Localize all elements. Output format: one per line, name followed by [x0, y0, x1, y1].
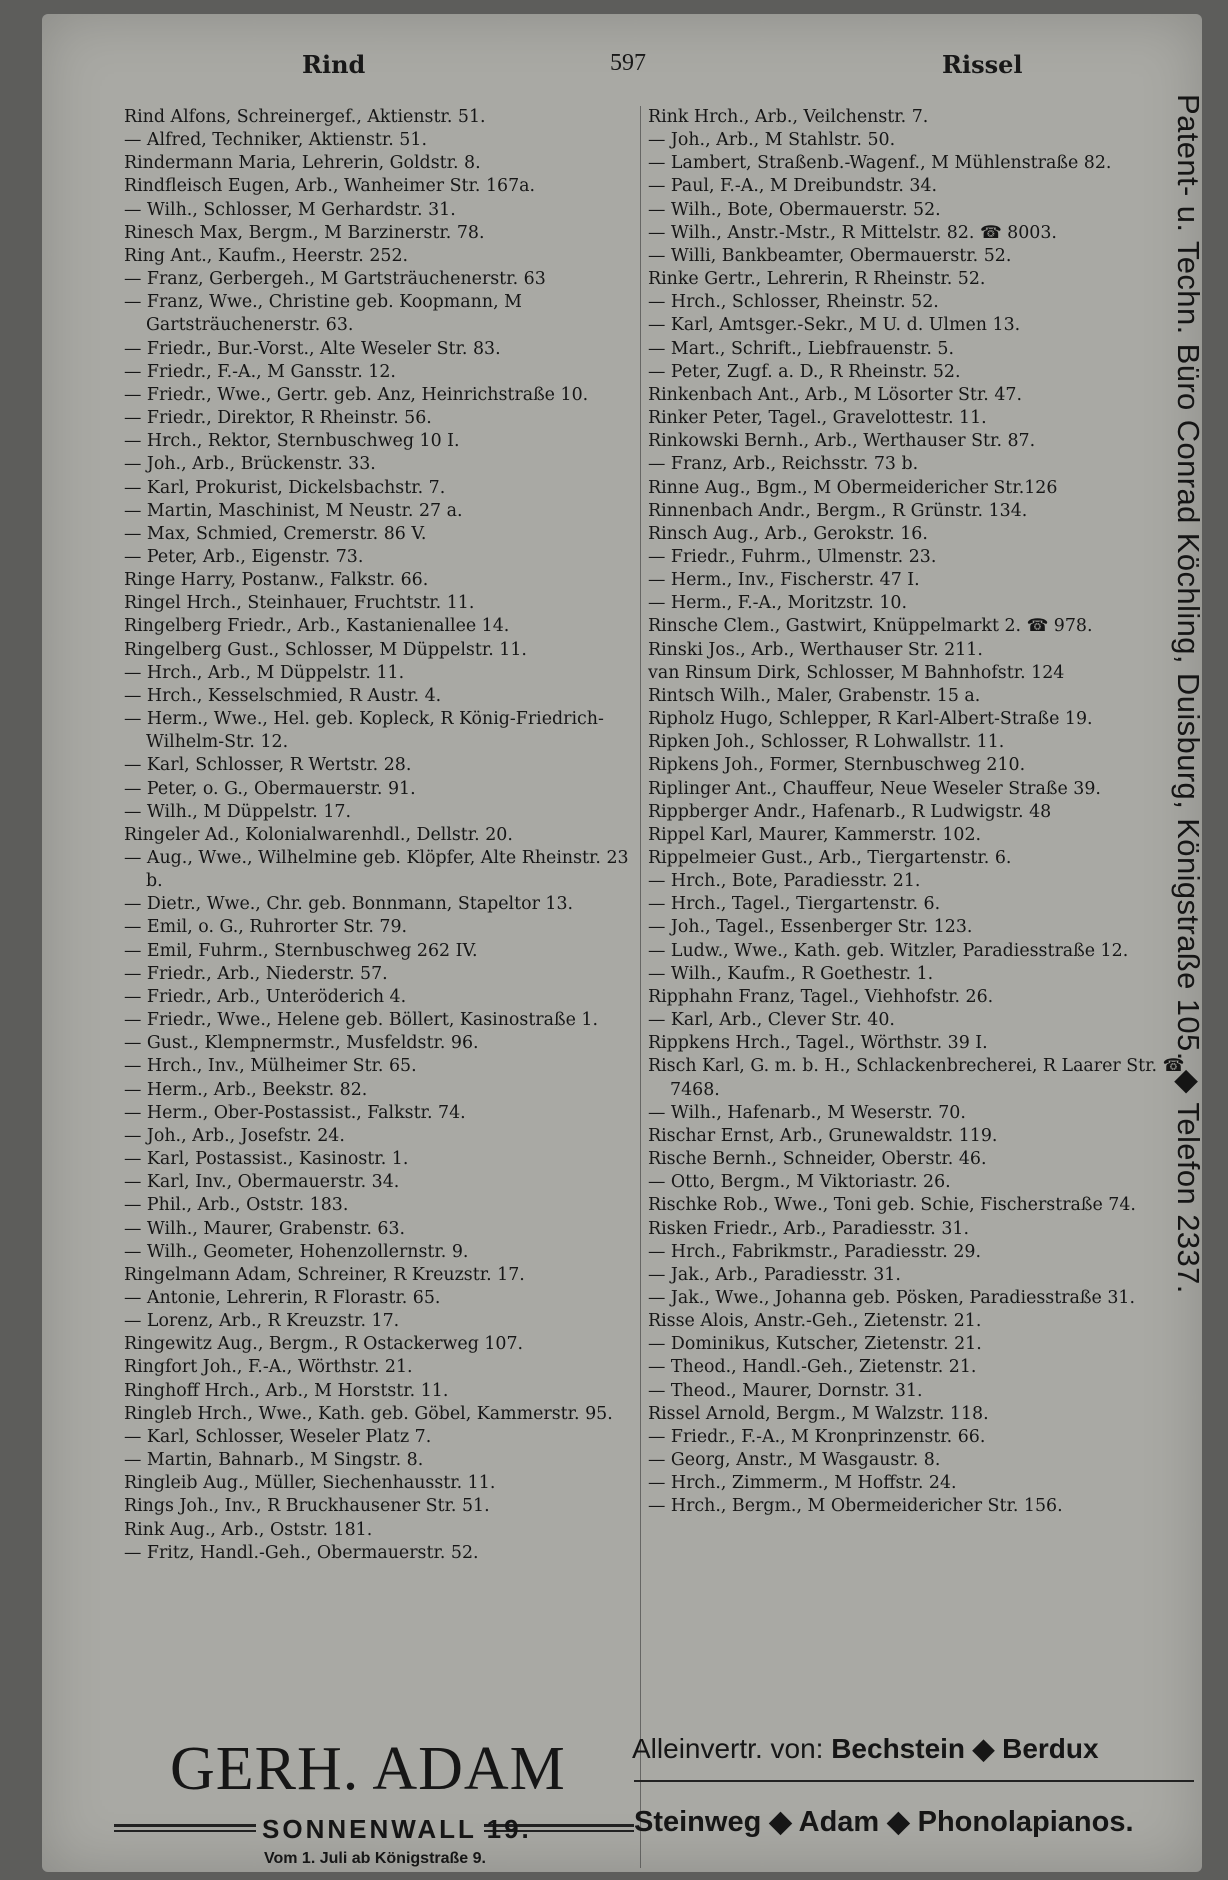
directory-entry: Rinnenbach Andr., Bergm., R Grünstr. 134.: [648, 500, 1028, 521]
page-number: 597: [610, 50, 646, 76]
directory-entry: — Wilh., M Düppelstr. 17.: [124, 801, 352, 822]
page-header: [42, 50, 1202, 90]
directory-entry: Risken Friedr., Arb., Paradiesstr. 31.: [648, 1218, 969, 1239]
directory-entry: — Gust., Klempnermstr., Musfeldstr. 96.: [124, 1033, 479, 1054]
directory-entry: Ripkens Joh., Former, Sternbuschweg 210.: [648, 755, 1026, 776]
directory-entry: — Friedr., Bur.-Vorst., Alte Weseler Str. 83.: [124, 338, 501, 359]
ad-rule: [114, 1830, 256, 1832]
ad-street: SONNENWALL 19.: [262, 1814, 532, 1844]
directory-entry: Rinke Gertr., Lehrerin, R Rheinstr. 52.: [648, 269, 986, 290]
directory-entry: — Hrch., Zimmerm., M Hoffstr. 24.: [648, 1473, 957, 1494]
directory-entry: — Wilh., Schlosser, M Gerhardstr. 31.: [124, 199, 456, 220]
directory-entry: Ring Ant., Kaufm., Heerstr. 252.: [124, 245, 409, 266]
directory-entry: — Wilh., Anstr.-Mstr., R Mittelstr. 82. ☎ 8003.: [648, 222, 1057, 243]
directory-entry: — Friedr., Wwe., Gertr. geb. Anz, Heinrichstraße 10.: [124, 384, 589, 405]
directory-entry: — Wilh., Bote, Obermauerstr. 52.: [648, 199, 941, 220]
ad-agency-prefix: Alleinvertr. von:: [632, 1733, 824, 1764]
directory-entry: — Joh., Arb., M Stahlstr. 50.: [648, 130, 896, 151]
directory-entry: — Aug., Wwe., Wilhelmine geb. Klöpfer, Alte Rheinstr. 23 b.: [124, 848, 629, 892]
directory-entry: — Jak., Arb., Paradiesstr. 31.: [648, 1264, 901, 1285]
directory-entry: Ringel Hrch., Steinhauer, Fruchtstr. 11.: [124, 593, 475, 614]
directory-entry: Ringelmann Adam, Schreiner, R Kreuzstr. 17.: [124, 1264, 525, 1285]
directory-entry: — Karl, Schlosser, Weseler Platz 7.: [124, 1426, 432, 1447]
directory-entry: Ripphahn Franz, Tagel., Viehhofstr. 26.: [648, 986, 994, 1007]
directory-entry: Rinker Peter, Tagel., Gravelottestr. 11.: [648, 408, 987, 429]
directory-entry: — Friedr., Arb., Unteröderich 4.: [124, 986, 407, 1007]
directory-entry: — Dietr., Wwe., Chr. geb. Bonnmann, Stapeltor 13.: [124, 894, 574, 915]
directory-entry: — Karl, Schlosser, R Wertstr. 28.: [124, 755, 412, 776]
right-column: [648, 106, 1194, 1519]
directory-entry: — Herm., Arb., Beekstr. 82.: [124, 1079, 368, 1100]
directory-entry: — Antonie, Lehrerin, R Florastr. 65.: [124, 1287, 441, 1308]
directory-entry: — Jak., Wwe., Johanna geb. Pösken, Paradiesstraße 31.: [648, 1287, 1135, 1308]
directory-entry: — Herm., F.-A., Moritzstr. 10.: [648, 593, 907, 614]
directory-entry: — Hrch., Fabrikmstr., Paradiesstr. 29.: [648, 1241, 982, 1262]
directory-entry: Rink Hrch., Arb., Veilchenstr. 7.: [648, 107, 929, 127]
directory-entry: Ringe Harry, Postanw., Falkstr. 66.: [124, 570, 429, 591]
directory-entry: — Friedr., F.-A., M Kronprinzenstr. 66.: [648, 1426, 986, 1447]
left-column: [124, 106, 644, 1565]
directory-entry: — Wilh., Geometer, Hohenzollernstr. 9.: [124, 1241, 469, 1262]
directory-entry: Ringelberg Gust., Schlosser, M Düppelstr. 11.: [124, 639, 527, 660]
directory-entry: — Wilh., Kaufm., R Goethestr. 1.: [648, 963, 934, 984]
directory-entry: — Karl, Arb., Clever Str. 40.: [648, 1010, 895, 1031]
directory-entry: — Friedr., F.-A., M Gansstr. 12.: [124, 361, 396, 382]
directory-entry: — Peter, o. G., Obermauerstr. 91.: [124, 778, 416, 799]
directory-entry: Ringewitz Aug., Bergm., R Ostackerweg 107.: [124, 1334, 524, 1355]
directory-entry: — Theod., Maurer, Dornstr. 31.: [648, 1380, 923, 1401]
header-left-keyword: Rind: [302, 50, 366, 79]
directory-entry: Risse Alois, Anstr.-Geh., Zietenstr. 21.: [648, 1311, 982, 1332]
ad-rule: [114, 1824, 256, 1827]
directory-entry: — Alfred, Techniker, Aktienstr. 51.: [124, 130, 427, 151]
column-divider: [640, 106, 641, 1868]
directory-entry: Rischke Rob., Wwe., Toni geb. Schie, Fischerstraße 74.: [648, 1195, 1136, 1216]
directory-entry: Rinsche Clem., Gastwirt, Knüppelmarkt 2. ☎ 978.: [648, 616, 1093, 637]
directory-entry: Rippkens Hrch., Tagel., Wörthstr. 39 I.: [648, 1033, 988, 1054]
directory-entry: — Hrch., Kesselschmied, R Austr. 4.: [124, 685, 442, 706]
directory-entry: — Karl, Amtsger.-Sekr., M U. d. Ulmen 13.: [648, 315, 1021, 336]
directory-entry: — Georg, Anstr., M Wasgaustr. 8.: [648, 1450, 941, 1471]
directory-entry: Rindfleisch Eugen, Arb., Wanheimer Str. 167a.: [124, 176, 536, 197]
directory-entry: — Franz, Arb., Reichsstr. 73 b.: [648, 454, 919, 475]
directory-page: [42, 14, 1206, 1872]
directory-entry: — Hrch., Rektor, Sternbuschweg 10 I.: [124, 431, 460, 452]
directory-entry: — Emil, Fuhrm., Sternbuschweg 262 IV.: [124, 940, 478, 961]
directory-entry: Rinne Aug., Bgm., M Obermeidericher Str.126: [648, 477, 1058, 498]
directory-entry: — Hrch., Inv., Mülheimer Str. 65.: [124, 1056, 417, 1077]
directory-entry: — Willi, Bankbeamter, Obermauerstr. 52.: [648, 245, 1012, 266]
directory-entry: — Franz, Gerbergeh., M Gartsträuchenerstr. 63: [124, 269, 546, 290]
directory-entry: — Wilh., Maurer, Grabenstr. 63.: [124, 1218, 406, 1239]
directory-entry: — Hrch., Schlosser, Rheinstr. 52.: [648, 292, 939, 313]
directory-entry: Risch Karl, G. m. b. H., Schlackenbrecherei, R Laarer Str. ☎ 7468.: [648, 1056, 1185, 1100]
directory-entry: Ringfort Joh., F.-A., Wörthstr. 21.: [124, 1357, 413, 1378]
directory-entry: — Hrch., Tagel., Tiergartenstr. 6.: [648, 894, 941, 915]
directory-entry: Rinkenbach Ant., Arb., M Lösorter Str. 47.: [648, 384, 1022, 405]
header-right-keyword: Rissel: [942, 50, 1023, 79]
directory-entry: — Wilh., Hafenarb., M Weserstr. 70.: [648, 1102, 966, 1123]
side-advertisement: Patent- u. Techn. Büro Conrad Köchling, Duisburg, Königstraße 105. ◆ Telefon 2337.: [1171, 94, 1206, 1294]
directory-entry: Rindermann Maria, Lehrerin, Goldstr. 8.: [124, 153, 481, 174]
directory-entry: Rinski Jos., Arb., Werthauser Str. 211.: [648, 639, 983, 660]
ad-agency-line: [632, 1732, 1099, 1765]
ad-brands-line: Steinweg ◆ Adam ◆ Phonolapianos.: [634, 1806, 1134, 1838]
directory-entry: — Herm., Ober-Postassist., Falkstr. 74.: [124, 1102, 466, 1123]
directory-entry: — Herm., Wwe., Hel. geb. Kopleck, R König-Friedrich-Wilhelm-Str. 12.: [124, 709, 604, 753]
directory-entry: Ripholz Hugo, Schlepper, R Karl-Albert-Straße 19.: [648, 709, 1093, 730]
ad-company-name: GERH. ADAM: [170, 1735, 566, 1803]
directory-entry: — Martin, Bahnarb., M Singstr. 8.: [124, 1450, 424, 1471]
directory-entry: — Max, Schmied, Cremerstr. 86 V.: [124, 523, 427, 544]
directory-entry: — Phil., Arb., Oststr. 183.: [124, 1195, 349, 1216]
directory-entry: — Franz, Wwe., Christine geb. Koopmann, M Gartsträuchenerstr. 63.: [124, 292, 522, 336]
directory-entry: Rintsch Wilh., Maler, Grabenstr. 15 a.: [648, 685, 981, 706]
directory-entry: — Hrch., Bote, Paradiesstr. 21.: [648, 871, 921, 892]
ad-move-note: Vom 1. Juli ab Königstraße 9.: [264, 1850, 486, 1867]
directory-entry: Rissel Arnold, Bergm., M Walzstr. 118.: [648, 1403, 989, 1424]
ad-agency-brands: Bechstein ◆ Berdux: [831, 1733, 1099, 1764]
directory-entry: Rings Joh., Inv., R Bruckhausener Str. 51.: [124, 1496, 490, 1517]
directory-entry: van Rinsum Dirk, Schlosser, M Bahnhofstr. 124: [648, 662, 1065, 683]
directory-entry: — Herm., Inv., Fischerstr. 47 I.: [648, 570, 920, 591]
directory-entry: — Karl, Inv., Obermauerstr. 34.: [124, 1172, 400, 1193]
directory-entry: Rippelmeier Gust., Arb., Tiergartenstr. 6.: [648, 848, 1012, 868]
directory-entry: — Friedr., Direktor, R Rheinstr. 56.: [124, 408, 432, 429]
directory-entry: — Karl, Prokurist, Dickelsbachstr. 7.: [124, 477, 446, 498]
directory-entry: — Hrch., Arb., M Düppelstr. 11.: [124, 662, 405, 683]
directory-entry: — Lambert, Straßenb.-Wagenf., M Mühlenstraße 82.: [648, 153, 1112, 174]
directory-entry: Rischar Ernst, Arb., Grunewaldstr. 119.: [648, 1125, 998, 1146]
directory-entry: — Lorenz, Arb., R Kreuzstr. 17.: [124, 1311, 400, 1332]
directory-entry: Ringelberg Friedr., Arb., Kastanienallee 14.: [124, 616, 510, 637]
directory-entry: Rinsch Aug., Arb., Gerokstr. 16.: [648, 523, 928, 544]
directory-entry: — Paul, F.-A., M Dreibundstr. 34.: [648, 176, 938, 197]
directory-entry: — Ludw., Wwe., Kath. geb. Witzler, Paradiesstraße 12.: [648, 940, 1129, 961]
directory-entry: — Joh., Arb., Brückenstr. 33.: [124, 454, 376, 475]
directory-entry: — Dominikus, Kutscher, Zietenstr. 21.: [648, 1334, 982, 1355]
directory-entry: Rind Alfons, Schreinergef., Aktienstr. 51.: [124, 107, 486, 127]
directory-entry: — Friedr., Arb., Niederstr. 57.: [124, 963, 388, 984]
bottom-advertisement: [114, 1718, 1200, 1878]
directory-entry: — Otto, Bergm., M Viktoriastr. 26.: [648, 1172, 951, 1193]
directory-entry: — Peter, Arb., Eigenstr. 73.: [124, 546, 364, 567]
directory-entry: Rink Aug., Arb., Oststr. 181.: [124, 1519, 373, 1540]
directory-entry: — Friedr., Fuhrm., Ulmenstr. 23.: [648, 546, 937, 567]
directory-entry: Ringleb Hrch., Wwe., Kath. geb. Göbel, Kammerstr. 95.: [124, 1403, 613, 1424]
ad-separator: [634, 1780, 1194, 1782]
directory-entry: Ripken Joh., Schlosser, R Lohwallstr. 11.: [648, 732, 1005, 753]
directory-entry: — Mart., Schrift., Liebfrauenstr. 5.: [648, 338, 955, 359]
directory-entry: — Friedr., Wwe., Helene geb. Böllert, Kasinostraße 1.: [124, 1010, 599, 1031]
directory-entry: — Karl, Postassist., Kasinostr. 1.: [124, 1149, 409, 1170]
directory-entry: Rische Bernh., Schneider, Oberstr. 46.: [648, 1149, 987, 1170]
directory-entry: Rippberger Andr., Hafenarb., R Ludwigstr. 48: [648, 801, 1052, 822]
directory-entry: Riplinger Ant., Chauffeur, Neue Weseler Straße 39.: [648, 778, 1101, 799]
directory-entry: Rinkowski Bernh., Arb., Werthauser Str. 87.: [648, 431, 1036, 452]
directory-entry: — Peter, Zugf. a. D., R Rheinstr. 52.: [648, 361, 961, 382]
directory-entry: Ringhoff Hrch., Arb., M Horststr. 11.: [124, 1380, 449, 1401]
directory-entry: Ringleib Aug., Müller, Siechenhausstr. 11.: [124, 1473, 496, 1494]
directory-entry: — Hrch., Bergm., M Obermeidericher Str. 156.: [648, 1496, 1063, 1517]
directory-entry: — Martin, Maschinist, M Neustr. 27 a.: [124, 500, 463, 521]
directory-entry: Rinesch Max, Bergm., M Barzinerstr. 78.: [124, 222, 485, 243]
directory-entry: Rippel Karl, Maurer, Kammerstr. 102.: [648, 824, 982, 845]
directory-entry: Ringeler Ad., Kolonialwarenhdl., Dellstr. 20.: [124, 824, 513, 845]
directory-entry: — Fritz, Handl.-Geh., Obermauerstr. 52.: [124, 1542, 479, 1563]
directory-entry: — Emil, o. G., Ruhrorter Str. 79.: [124, 917, 408, 938]
directory-entry: — Joh., Tagel., Essenberger Str. 123.: [648, 917, 973, 938]
directory-entry: — Joh., Arb., Josefstr. 24.: [124, 1125, 345, 1146]
directory-entry: — Theod., Handl.-Geh., Zietenstr. 21.: [648, 1357, 977, 1378]
